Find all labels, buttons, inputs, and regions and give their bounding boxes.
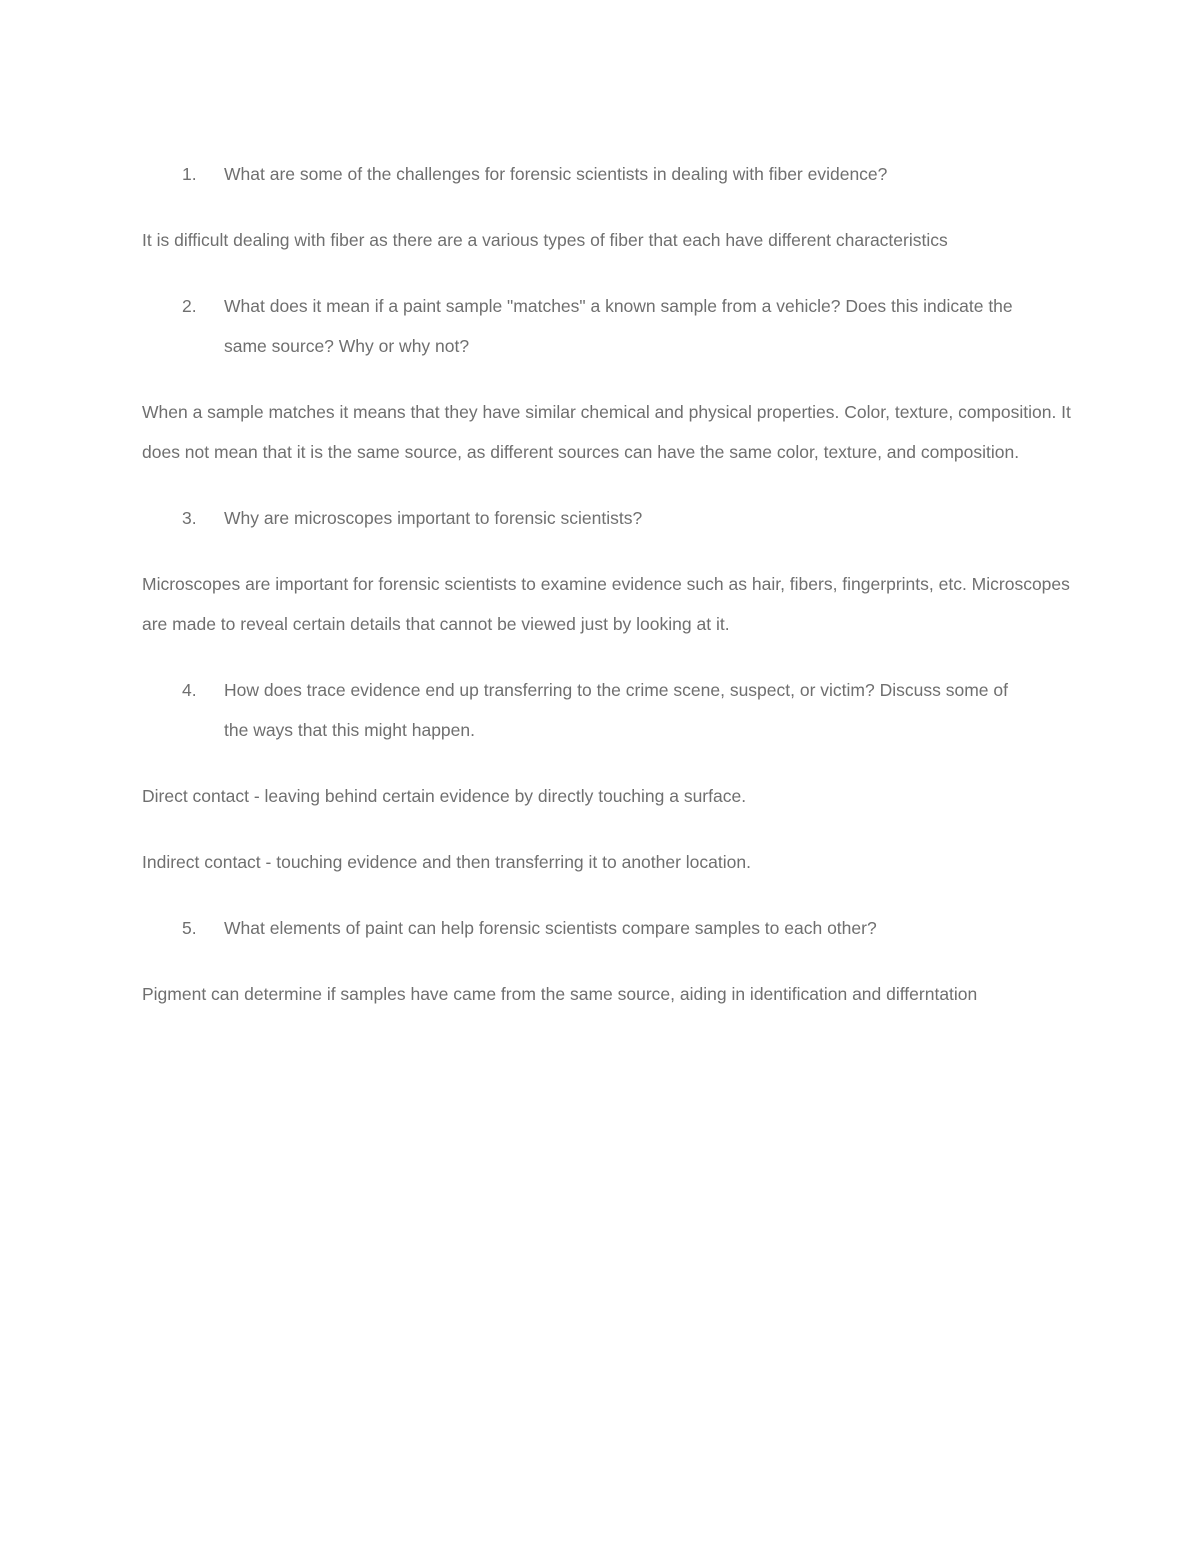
question-text: What elements of paint can help forensic scientists compare samples to each other? bbox=[224, 918, 877, 938]
question-number: 2. bbox=[182, 296, 197, 316]
question-1 bbox=[142, 154, 1072, 194]
question-number: 5. bbox=[182, 918, 197, 938]
question-text: Why are microscopes important to forensic scientists? bbox=[224, 508, 643, 528]
document-page bbox=[142, 154, 1072, 1040]
answer-2: When a sample matches it means that they have similar chemical and physical properties. Color, texture, composition. It does not mean that it is the same source, as different sources can have the same color, texture, and composition. bbox=[142, 402, 1071, 462]
question-4 bbox=[142, 670, 1072, 750]
answer-5: Pigment can determine if samples have came from the same source, aiding in identification and differntation bbox=[142, 984, 978, 1004]
answer-1: It is difficult dealing with fiber as there are a various types of fiber that each have different characteristics bbox=[142, 230, 948, 250]
question-number: 3. bbox=[182, 508, 197, 528]
question-number: 1. bbox=[182, 164, 197, 184]
question-number: 4. bbox=[182, 680, 197, 700]
question-text: What does it mean if a paint sample "matches" a known sample from a vehicle? Does this indicate the same source? Why or why not? bbox=[224, 296, 1013, 356]
question-text: What are some of the challenges for forensic scientists in dealing with fiber evidence? bbox=[224, 164, 888, 184]
question-5 bbox=[142, 908, 1072, 948]
answer-3: Microscopes are important for forensic scientists to examine evidence such as hair, fibers, fingerprints, etc. Microscopes are made to reveal certain details that cannot be viewed just by looking at it. bbox=[142, 574, 1070, 634]
question-2 bbox=[142, 286, 1072, 366]
question-3 bbox=[142, 498, 1072, 538]
question-text: How does trace evidence end up transferring to the crime scene, suspect, or victim? Discuss some of the ways that this might happen. bbox=[224, 680, 1008, 740]
answer-4a: Direct contact - leaving behind certain evidence by directly touching a surface. bbox=[142, 786, 747, 806]
answer-4b: Indirect contact - touching evidence and then transferring it to another location. bbox=[142, 852, 751, 872]
